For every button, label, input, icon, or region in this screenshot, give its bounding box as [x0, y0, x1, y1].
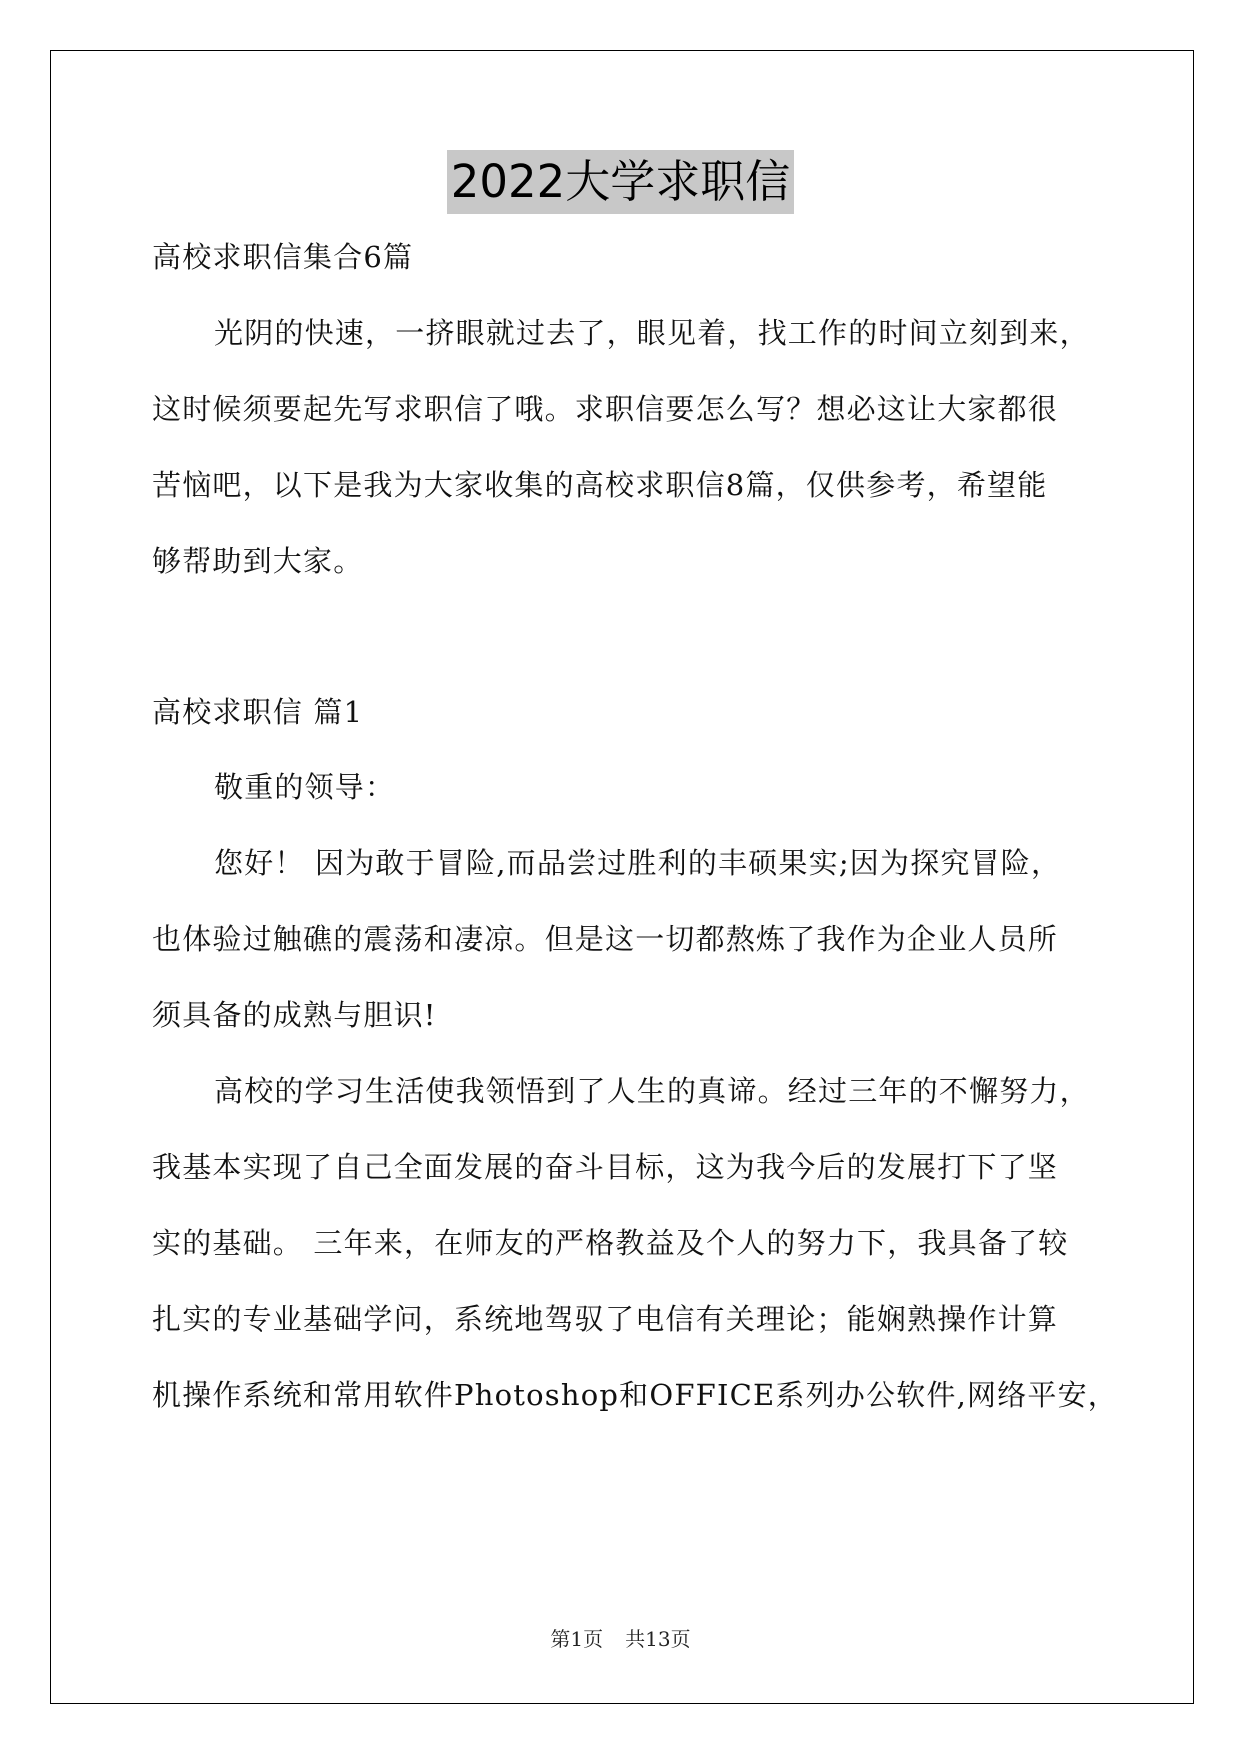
- intro-line-3: 苦恼吧，以下是我为大家收集的高校求职信8篇，仅供参考，希望能: [152, 468, 1048, 502]
- page-number: 第1页: [550, 1627, 604, 1651]
- document-subtitle: 高校求职信集合6篇: [152, 240, 414, 274]
- section-heading: 高校求职信 篇1: [152, 695, 364, 729]
- title-container: [0, 150, 1241, 214]
- intro-line-2: 这时候须要起先写求职信了哦。求职信要怎么写？想必这让大家都很: [152, 392, 1059, 426]
- intro-line-4: 够帮助到大家。: [152, 544, 364, 578]
- para1-line-2: 也体验过触礁的震荡和凄凉。但是这一切都熬炼了我作为企业人员所: [152, 922, 1059, 956]
- para1-line-1: 您好！ 因为敢于冒险,而品尝过胜利的丰硕果实;因为探究冒险，: [214, 846, 1062, 880]
- para2-line-1: 高校的学习生活使我领悟到了人生的真谛。经过三年的不懈努力，: [214, 1074, 1090, 1108]
- page-footer: [0, 1626, 1241, 1652]
- para2-line-5: 机操作系统和常用软件Photoshop和OFFICE系列办公软件,网络平安，: [152, 1378, 1118, 1412]
- para1-line-3: 须具备的成熟与胆识!: [152, 998, 437, 1032]
- document-title: 2022大学求职信: [447, 150, 795, 214]
- para2-line-3: 实的基础。 三年来，在师友的严格教益及个人的努力下，我具备了较: [152, 1226, 1069, 1260]
- para2-line-2: 我基本实现了自己全面发展的奋斗目标，这为我今后的发展打下了坚: [152, 1150, 1059, 1184]
- salutation: 敬重的领导：: [214, 770, 396, 804]
- page-total: 共13页: [625, 1627, 691, 1651]
- para2-line-4: 扎实的专业基础学问，系统地驾驭了电信有关理论；能娴熟操作计算: [152, 1302, 1059, 1336]
- intro-line-1: 光阴的快速，一挤眼就过去了，眼见着，找工作的时间立刻到来，: [214, 316, 1090, 350]
